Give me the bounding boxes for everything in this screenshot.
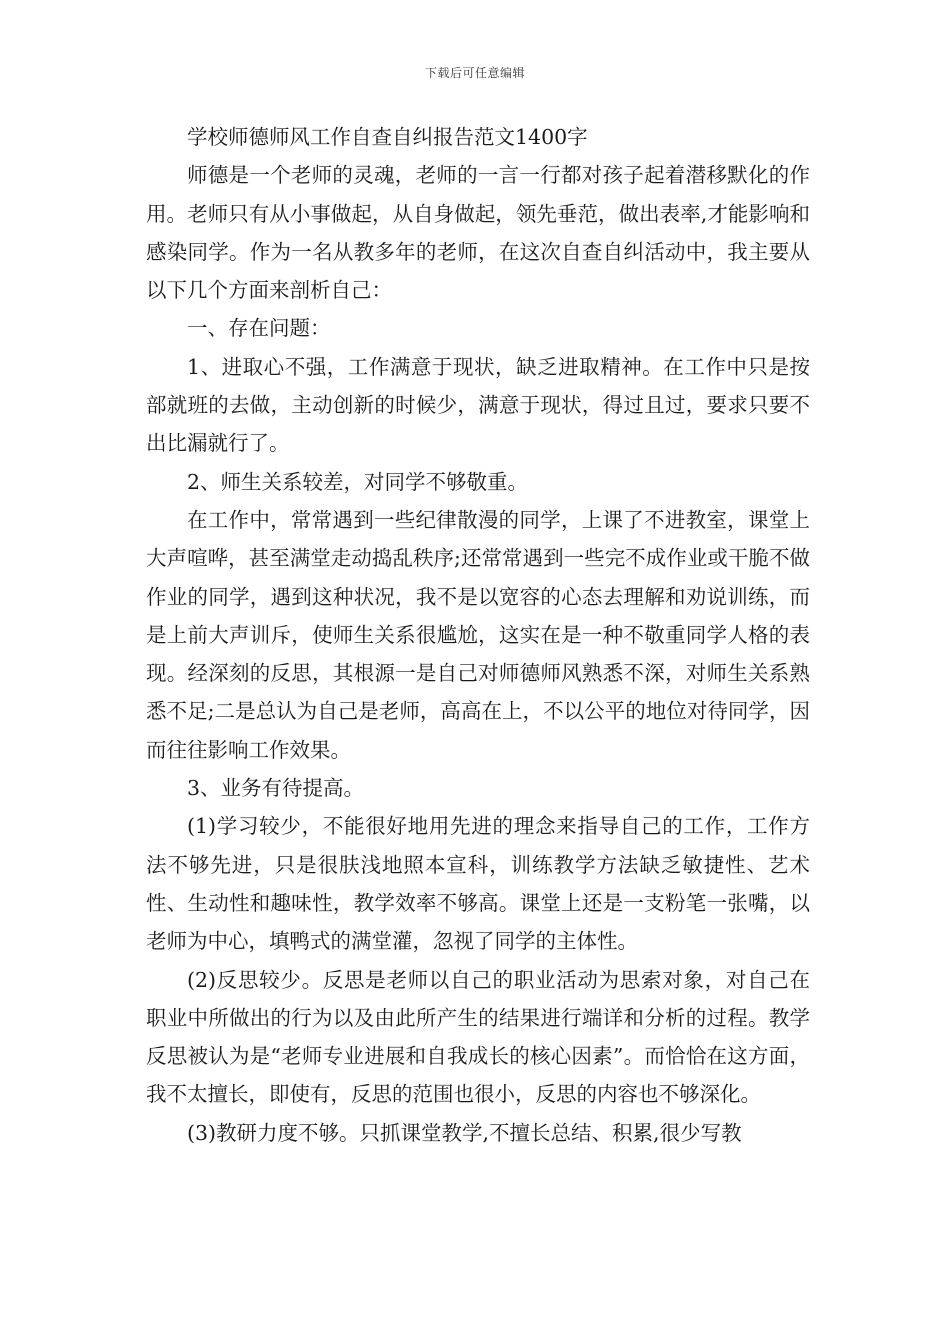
document-body	[146, 118, 810, 1152]
paragraph-item-3-sub-1: (1)学习较少，不能很好地用先进的理念来指导自己的工作，工作方法不够先进，只是很肤浅地照本宣科，训练教学方法缺乏敏捷性、艺术性、生动性和趣味性，教学效率不够高。课堂上还是一支粉笔一张嘴，以老师为中心，填鸭式的满堂灌，忽视了同学的主体性。	[146, 814, 810, 954]
paragraph-item-2-body: 在工作中，常常遇到一些纪律散漫的同学，上课了不进教室，课堂上大声喧哗，甚至满堂走动捣乱秩序;还常常遇到一些完不成作业或干脆不做作业的同学，遇到这种状况，我不是以宽容的心态去理解和劝说训练，而是上前大声训斥，使师生关系很尴尬，这实在是一种不敬重同学人格的表现。经深刻的反思，其根源一是自己对师德师风熟悉不深，对师生关系熟悉不足;二是总认为自己是老师，高高在上，不以公平的地位对待同学，因而往往影响工作效果。	[146, 507, 810, 762]
paragraph-intro: 师德是一个老师的灵魂，老师的一言一行都对孩子起着潜移默化的作用。老师只有从小事做起，从自身做起，领先垂范，做出表率,才能影响和感染同学。作为一名从教多年的老师，在这次自查自纠活动中，我主要从以下几个方面来剖析自己：	[146, 163, 810, 303]
paragraph-item-3-sub-2: (2)反思较少。反思是老师以自己的职业活动为思索对象，对自己在职业中所做出的行为以及由此所产生的结果进行端详和分析的过程。教学反思被认为是“老师专业进展和自我成长的核心因素”。而恰恰在这方面，我不太擅长，即使有，反思的范围也很小，反思的内容也不够深化。	[146, 967, 810, 1107]
section-heading-problems: 一、存在问题：	[187, 316, 331, 341]
paragraph-item-3-heading: 3、业务有待提高。	[187, 776, 365, 801]
page-header: 下载后可任意编辑	[424, 66, 525, 80]
paragraph-item-3-sub-3: (3)教研力度不够。只抓课堂教学,不擅长总结、积累,很少写教	[187, 1120, 742, 1145]
paragraph-item-2-heading: 2、师生关系较差，对同学不够敬重。	[187, 469, 529, 494]
document-title: 学校师德师风工作自查自纠报告范文1400字	[187, 125, 588, 149]
paragraph-item-1: 1、进取心不强，工作满意于现状，缺乏进取精神。在工作中只是按部就班的去做，主动创新的时候少，满意于现状，得过且过，要求只要不出比漏就行了。	[146, 354, 810, 456]
